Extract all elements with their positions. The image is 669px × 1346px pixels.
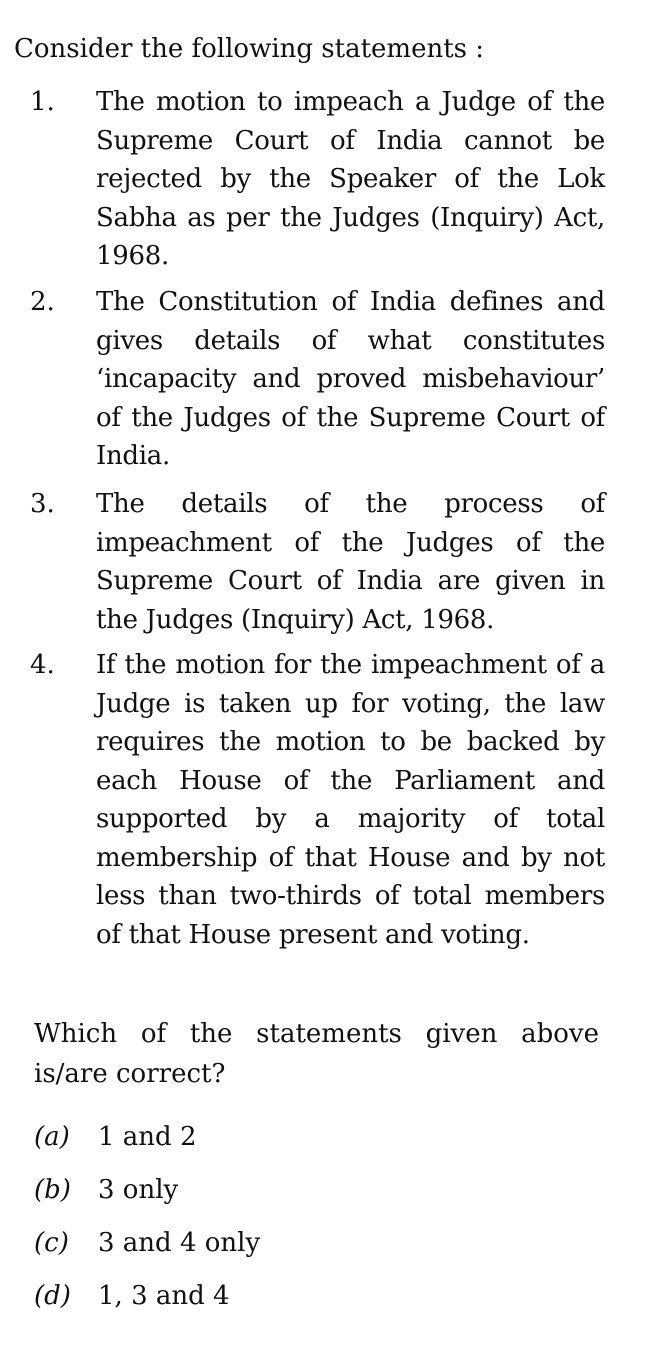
- option-b[interactable]: [34, 1173, 178, 1207]
- intro-text: Consider the following statements :: [14, 34, 485, 64]
- option-letter: (d): [34, 1281, 71, 1311]
- option-text: 3 and 4 only: [98, 1228, 261, 1258]
- option-text: 1 and 2: [98, 1122, 197, 1152]
- statement-text: The Constitution of India defines and gives details of what constitutes ‘incapacity and proved misbehaviour’ of the Judges of the Supreme Court of India.: [96, 287, 605, 471]
- statement-number: 4.: [30, 650, 55, 680]
- question-text: Which of the statements given above is/are correct?: [34, 1019, 599, 1089]
- option-text: 3 only: [98, 1175, 179, 1205]
- statement-2: [30, 283, 605, 476]
- statement-number: 1.: [30, 87, 55, 117]
- statement-text: The details of the process of impeachment of the Judges of the Supreme Court of India are given in the Judges (Inquiry) Act, 1968.: [96, 489, 605, 635]
- statement-text: The motion to impeach a Judge of the Supreme Court of India cannot be rejected by the Speaker of the Lok Sabha as per the Judges (Inquiry) Act, 1968.: [96, 87, 605, 271]
- statement-number: 2.: [30, 287, 55, 317]
- statement-3: [30, 485, 605, 639]
- statement-4: [30, 646, 605, 954]
- statement-number: 3.: [30, 489, 55, 519]
- option-c[interactable]: [34, 1226, 260, 1260]
- statement-text: If the motion for the impeachment of a Judge is taken up for voting, the law requires the motion to be backed by each House of the Parliament and supported by a majority of total membership of that House and by not less than two-thirds of total members of that House present and voting.: [96, 650, 605, 950]
- option-a[interactable]: [34, 1120, 197, 1154]
- option-d[interactable]: [34, 1279, 230, 1313]
- option-letter: (b): [34, 1175, 71, 1205]
- statement-1: [30, 83, 605, 276]
- option-letter: (c): [34, 1228, 69, 1258]
- option-letter: (a): [34, 1122, 70, 1152]
- option-text: 1, 3 and 4: [98, 1281, 230, 1311]
